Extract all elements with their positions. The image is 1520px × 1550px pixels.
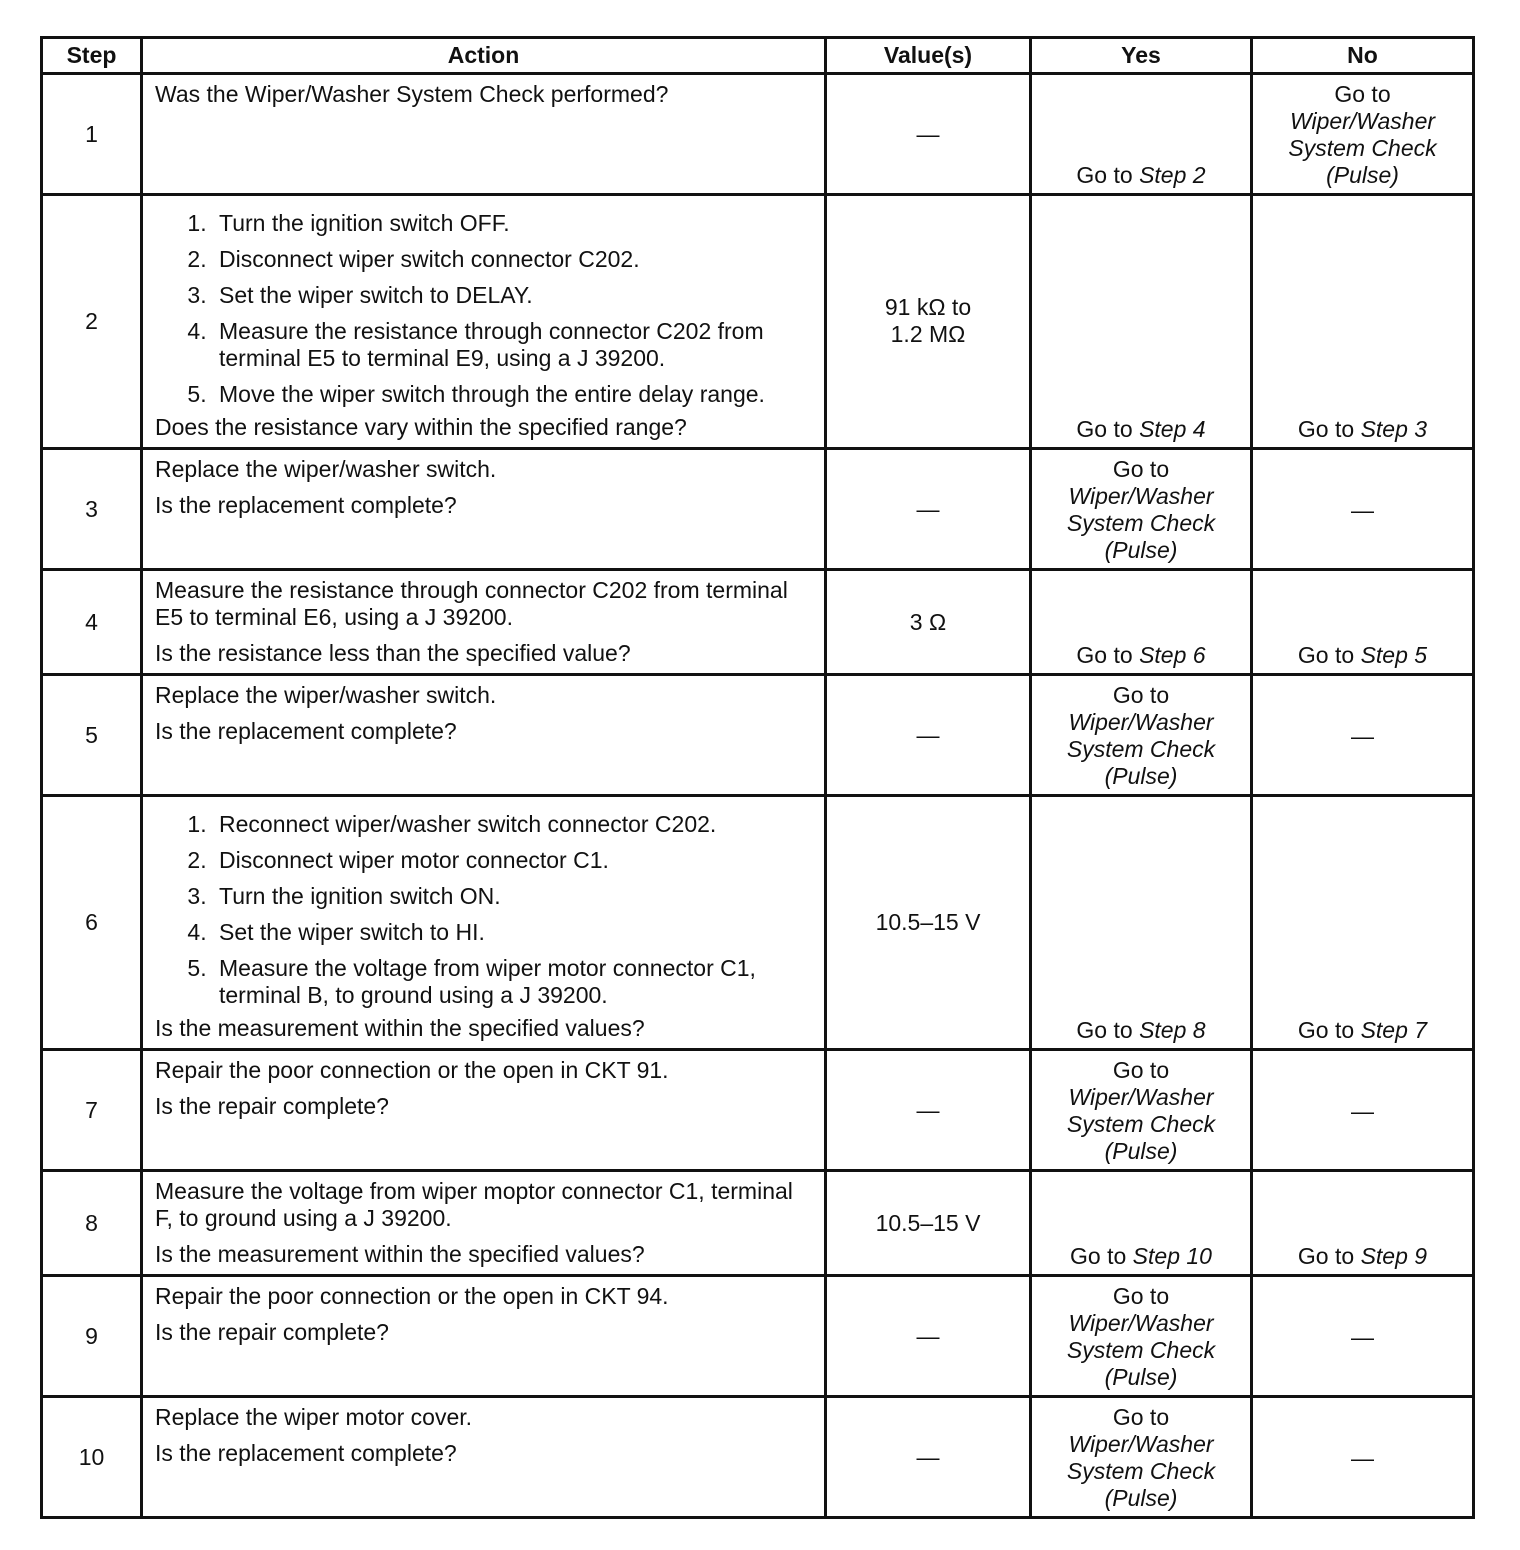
yes-cell xyxy=(1031,1276,1252,1397)
no-cell: — xyxy=(1252,449,1474,570)
header-row xyxy=(42,38,1474,74)
no-prefix: Go to xyxy=(1334,81,1391,107)
step-number: 8 xyxy=(42,1171,142,1276)
yes-step-link[interactable]: Step 2 xyxy=(1139,162,1206,188)
yes-prefix: Go to xyxy=(1112,1283,1170,1309)
yes-check-link[interactable] xyxy=(1036,1431,1246,1512)
no-step-link[interactable]: Step 5 xyxy=(1360,642,1428,668)
action-question: Is the measurement within the specified values? xyxy=(155,1241,645,1267)
link-line: System Check xyxy=(1066,1111,1216,1137)
yes-prefix: Go to xyxy=(1076,416,1140,442)
header-action: Action xyxy=(142,38,826,74)
yes-step-link[interactable]: Step 10 xyxy=(1132,1243,1212,1269)
yes-prefix: Go to xyxy=(1112,1057,1170,1083)
yes-prefix: Go to xyxy=(1112,1404,1170,1430)
step-number: 4 xyxy=(42,570,142,675)
action-text: Repair the poor connection or the open in CKT 91. xyxy=(155,1057,669,1083)
no-cell: — xyxy=(1252,1397,1474,1518)
action-question: Is the measurement within the specified values? xyxy=(155,1015,645,1041)
yes-prefix: Go to xyxy=(1070,1243,1133,1269)
yes-check-link[interactable] xyxy=(1036,483,1246,564)
table-row xyxy=(42,74,1474,195)
action-question: Is the resistance less than the specified value? xyxy=(155,640,631,666)
no-prefix: Go to xyxy=(1297,416,1361,442)
step-number: 2 xyxy=(42,195,142,449)
yes-cell xyxy=(1031,195,1252,449)
table-row xyxy=(42,1397,1474,1518)
no-step-link[interactable]: Step 9 xyxy=(1360,1243,1428,1269)
yes-step-link[interactable]: Step 4 xyxy=(1139,416,1206,442)
header-values: Value(s) xyxy=(826,38,1031,74)
action-cell xyxy=(142,74,826,195)
action-question: Is the repair complete? xyxy=(155,1319,389,1345)
link-line: System Check xyxy=(1066,736,1216,762)
value-cell: — xyxy=(826,74,1031,195)
list-item: 2. Disconnect wiper switch connector C202. xyxy=(213,246,814,273)
no-check-link[interactable] xyxy=(1257,108,1468,189)
value-cell: — xyxy=(826,1050,1031,1171)
action-cell xyxy=(142,796,826,1050)
table-row xyxy=(42,796,1474,1050)
yes-check-link[interactable] xyxy=(1036,709,1246,790)
action-question: Does the resistance vary within the specified range? xyxy=(155,414,687,440)
header-yes: Yes xyxy=(1031,38,1252,74)
yes-prefix: Go to xyxy=(1076,162,1140,188)
step-number: 6 xyxy=(42,796,142,1050)
list-item: 3. Turn the ignition switch ON. xyxy=(213,883,814,910)
link-line: (Pulse) xyxy=(1104,763,1178,789)
yes-cell xyxy=(1031,675,1252,796)
yes-prefix: Go to xyxy=(1076,1017,1140,1043)
link-line: (Pulse) xyxy=(1104,537,1178,563)
yes-cell xyxy=(1031,74,1252,195)
action-cell xyxy=(142,1171,826,1276)
no-cell xyxy=(1252,796,1474,1050)
action-text: Repair the poor connection or the open in CKT 94. xyxy=(155,1283,669,1309)
action-list xyxy=(155,811,814,1009)
yes-prefix: Go to xyxy=(1112,456,1170,482)
yes-cell xyxy=(1031,1050,1252,1171)
value-line: 91 kΩ to xyxy=(884,294,972,320)
action-question: Is the repair complete? xyxy=(155,1093,389,1119)
action-cell xyxy=(142,570,826,675)
link-line: Wiper/Washer xyxy=(1068,709,1214,735)
link-line: Wiper/Washer xyxy=(1068,1431,1214,1457)
action-question: Is the replacement complete? xyxy=(155,1440,457,1466)
link-line: (Pulse) xyxy=(1104,1138,1178,1164)
action-cell xyxy=(142,1050,826,1171)
value-cell: 10.5–15 V xyxy=(826,1171,1031,1276)
value-cell: — xyxy=(826,1397,1031,1518)
list-item: 5. Move the wiper switch through the entire delay range. xyxy=(213,381,814,408)
yes-check-link[interactable] xyxy=(1036,1310,1246,1391)
action-cell xyxy=(142,195,826,449)
list-item: 2. Disconnect wiper motor connector C1. xyxy=(213,847,814,874)
header-no: No xyxy=(1252,38,1474,74)
value-cell: — xyxy=(826,449,1031,570)
link-line: System Check xyxy=(1066,510,1216,536)
list-item: 3. Set the wiper switch to DELAY. xyxy=(213,282,814,309)
action-cell xyxy=(142,449,826,570)
table-row xyxy=(42,1171,1474,1276)
no-cell xyxy=(1252,570,1474,675)
no-cell xyxy=(1252,1171,1474,1276)
yes-step-link[interactable]: Step 6 xyxy=(1139,642,1206,668)
list-item: 1. Turn the ignition switch OFF. xyxy=(213,210,814,237)
yes-cell xyxy=(1031,449,1252,570)
table-row xyxy=(42,195,1474,449)
yes-cell xyxy=(1031,1171,1252,1276)
value-cell: 3 Ω xyxy=(826,570,1031,675)
link-line: System Check xyxy=(1288,135,1437,161)
yes-cell xyxy=(1031,1397,1252,1518)
action-text: Measure the voltage from wiper moptor connector C1, terminal F, to ground using a J 39200. xyxy=(155,1178,793,1231)
value-cell: 10.5–15 V xyxy=(826,796,1031,1050)
no-cell: — xyxy=(1252,675,1474,796)
no-prefix: Go to xyxy=(1297,1243,1361,1269)
action-question: Is the replacement complete? xyxy=(155,718,457,744)
yes-step-link[interactable]: Step 8 xyxy=(1139,1017,1206,1043)
action-cell xyxy=(142,1397,826,1518)
list-item: 4. Set the wiper switch to HI. xyxy=(213,919,814,946)
no-step-link[interactable]: Step 7 xyxy=(1360,1017,1428,1043)
action-text: Measure the resistance through connector C202 from terminal E5 to terminal E6, using a J 39200. xyxy=(155,577,788,630)
table-row xyxy=(42,1050,1474,1171)
link-line: (Pulse) xyxy=(1104,1364,1178,1390)
value-line: 1.2 MΩ xyxy=(890,321,966,347)
list-item: 1. Reconnect wiper/washer switch connector C202. xyxy=(213,811,814,838)
no-prefix: Go to xyxy=(1297,1017,1361,1043)
action-question: Is the replacement complete? xyxy=(155,492,457,518)
no-cell xyxy=(1252,195,1474,449)
no-prefix: Go to xyxy=(1297,642,1361,668)
no-step-link[interactable]: Step 3 xyxy=(1360,416,1428,442)
action-text: Was the Wiper/Washer System Check performed? xyxy=(155,81,669,107)
value-cell: — xyxy=(826,675,1031,796)
no-cell: — xyxy=(1252,1276,1474,1397)
action-text: Replace the wiper/washer switch. xyxy=(155,682,497,708)
yes-prefix: Go to xyxy=(1076,642,1140,668)
yes-check-link[interactable] xyxy=(1036,1084,1246,1165)
link-line: System Check xyxy=(1066,1458,1216,1484)
step-number: 9 xyxy=(42,1276,142,1397)
action-text: Replace the wiper/washer switch. xyxy=(155,456,497,482)
link-line: Wiper/Washer xyxy=(1068,483,1214,509)
step-number: 7 xyxy=(42,1050,142,1171)
no-cell xyxy=(1252,74,1474,195)
action-cell xyxy=(142,675,826,796)
link-line: System Check xyxy=(1066,1337,1216,1363)
link-line: Wiper/Washer xyxy=(1289,108,1436,134)
step-number: 3 xyxy=(42,449,142,570)
link-line: Wiper/Washer xyxy=(1068,1084,1214,1110)
no-cell: — xyxy=(1252,1050,1474,1171)
link-line: (Pulse) xyxy=(1326,162,1399,188)
value-cell xyxy=(826,195,1031,449)
step-number: 1 xyxy=(42,74,142,195)
step-number: 5 xyxy=(42,675,142,796)
list-item: 5. Measure the voltage from wiper motor connector C1, terminal B, to ground using a J 39200. xyxy=(213,955,814,1009)
step-number: 10 xyxy=(42,1397,142,1518)
header-step: Step xyxy=(42,38,142,74)
link-line: (Pulse) xyxy=(1104,1485,1178,1511)
table-row xyxy=(42,1276,1474,1397)
yes-prefix: Go to xyxy=(1112,682,1170,708)
yes-cell xyxy=(1031,570,1252,675)
table-row xyxy=(42,449,1474,570)
action-cell xyxy=(142,1276,826,1397)
action-text: Replace the wiper motor cover. xyxy=(155,1404,473,1430)
action-list xyxy=(155,210,814,408)
value-cell: — xyxy=(826,1276,1031,1397)
diagnostic-table xyxy=(40,36,1475,1519)
table-row xyxy=(42,570,1474,675)
table-row xyxy=(42,675,1474,796)
list-item: 4. Measure the resistance through connector C202 from terminal E5 to terminal E9, using a J 39200. xyxy=(213,318,814,372)
yes-cell xyxy=(1031,796,1252,1050)
link-line: Wiper/Washer xyxy=(1068,1310,1214,1336)
